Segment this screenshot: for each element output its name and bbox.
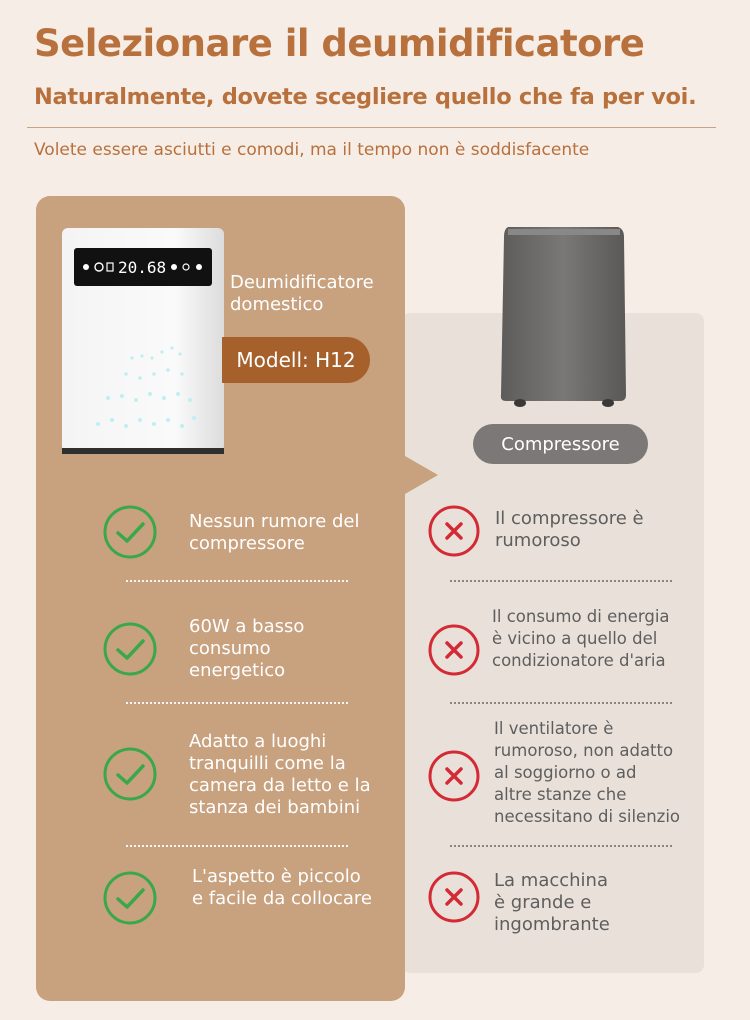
- tagline: Volete essere asciutti e comodi, ma il tempo non è soddisfacente: [34, 140, 590, 160]
- check-icon: [102, 870, 158, 926]
- header-divider: [27, 127, 716, 128]
- divider: [126, 580, 348, 582]
- con-item-1: Il compressore è rumoroso: [495, 508, 644, 551]
- page-subtitle: Naturalmente, dovete scegliere quello che fa per voi.: [34, 84, 697, 110]
- divider: [126, 845, 348, 847]
- cross-icon: [426, 748, 482, 804]
- divider: [126, 702, 348, 704]
- check-icon: [102, 504, 158, 560]
- pro-item-2: 60W a basso consumo energetico: [189, 616, 305, 681]
- compressor-label: Compressore: [473, 424, 648, 464]
- pro-item-1: Nessun rumore del compressore: [189, 511, 360, 554]
- cross-icon: [426, 869, 482, 925]
- cross-icon: [426, 503, 482, 559]
- product-name: Deumidificatore domestico: [230, 272, 374, 315]
- page-title: Selezionare il deumidificatore: [34, 22, 645, 65]
- check-icon: [102, 621, 158, 677]
- con-item-3: Il ventilatore è rumoroso, non adatto al soggiorno o ad altre stanze che necessitano di silenzio: [494, 719, 681, 826]
- con-item-4: La macchina è grande e ingombrante: [494, 870, 610, 935]
- pro-item-4: L'aspetto è piccolo e facile da collocare: [192, 866, 372, 909]
- con-item-2: Il consumo di energia è vicino a quello del condizionatore d'aria: [492, 607, 670, 670]
- divider: [450, 845, 672, 847]
- pro-item-3: Adatto a luoghi tranquilli come la camera da letto e la stanza dei bambini: [189, 731, 371, 818]
- panel-arrow: [405, 456, 438, 494]
- dehumidifier-image: [62, 228, 224, 456]
- divider: [450, 702, 672, 704]
- model-badge: Modell: H12: [222, 337, 370, 383]
- check-icon: [102, 746, 158, 802]
- dehumidifier-display: 20.68: [118, 258, 167, 277]
- divider: [450, 580, 672, 582]
- cross-icon: [426, 622, 482, 678]
- compressor-dehumidifier-image: [500, 223, 628, 408]
